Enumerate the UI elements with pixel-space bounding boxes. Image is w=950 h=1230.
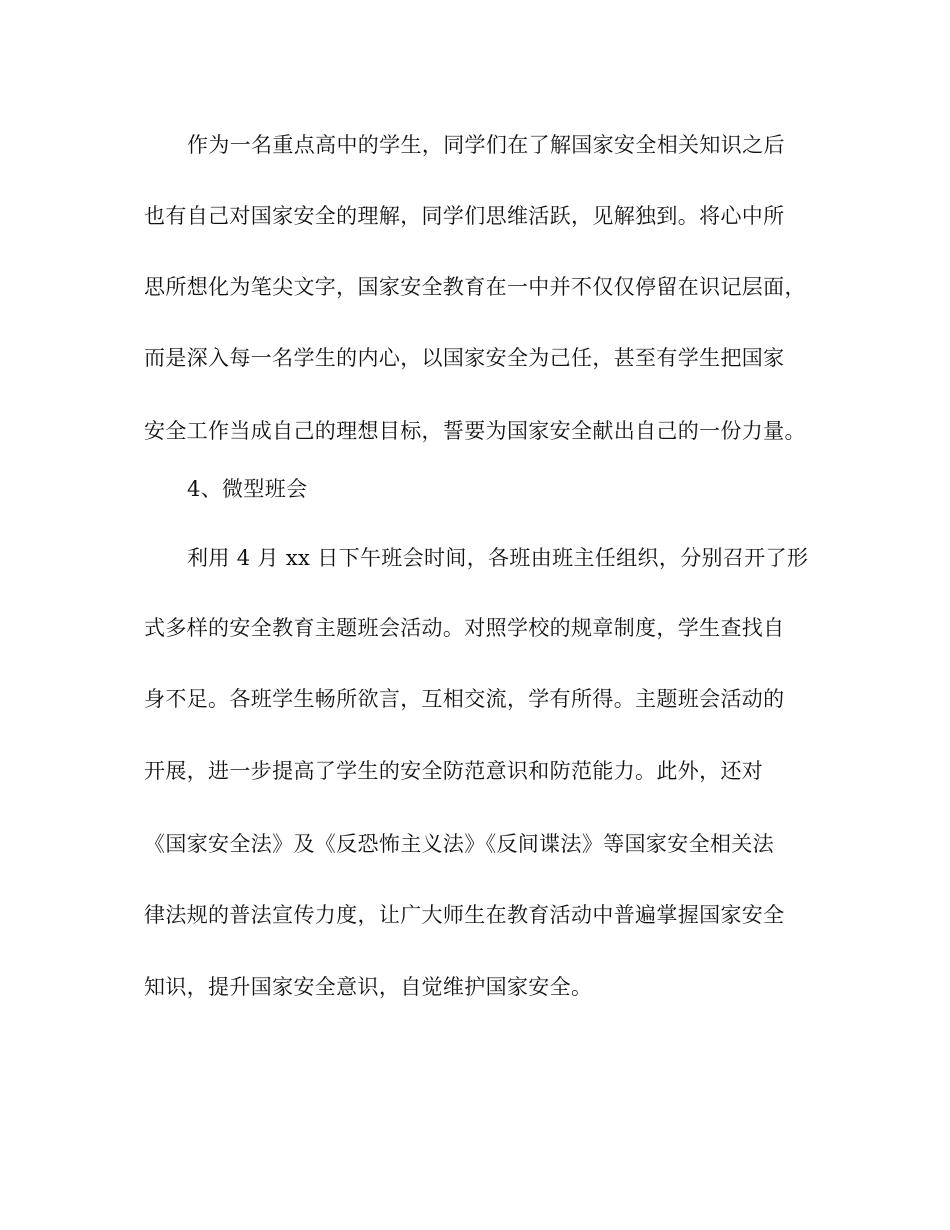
paragraph-line: 开展，进一步提高了学生的安全防范意识和防范能力。此外，还对 xyxy=(144,759,764,783)
paragraph-line: 式多样的安全教育主题班会活动。对照学校的规章制度，学生查找自 xyxy=(144,616,785,640)
paragraph-line: 知识，提升国家安全意识，自觉维护国家安全。 xyxy=(144,975,593,999)
paragraph-line: 作为一名重点高中的学生，同学们在了解国家安全相关知识之后 xyxy=(187,133,785,157)
paragraph-line: 《国家安全法》及《反恐怖主义法》《反间谍法》等国家安全相关法 xyxy=(144,832,774,856)
paragraph-line: 安全工作当成自己的理想目标，誓要为国家安全献出自己的一份力量。 xyxy=(144,419,806,443)
paragraph-line: 利用 4 月 xx 日下午班会时间，各班由班主任组织，分别召开了形 xyxy=(187,546,809,570)
paragraph-line: 也有自己对国家安全的理解，同学们思维活跃，见解独到。将心中所 xyxy=(144,204,785,228)
paragraph-line: 而是深入每一名学生的内心，以国家安全为己任，甚至有学生把国家 xyxy=(144,346,785,370)
paragraph-line: 身不足。各班学生畅所欲言，互相交流，学有所得。主题班会活动的 xyxy=(144,687,785,711)
paragraph-line: 思所想化为笔尖文字，国家安全教育在一中并不仅仅停留在识记层面， xyxy=(144,275,806,299)
paragraph-line: 律法规的普法宣传力度，让广大师生在教育活动中普遍掌握国家安全 xyxy=(144,903,785,927)
section-heading: 4、微型班会 xyxy=(187,477,308,501)
